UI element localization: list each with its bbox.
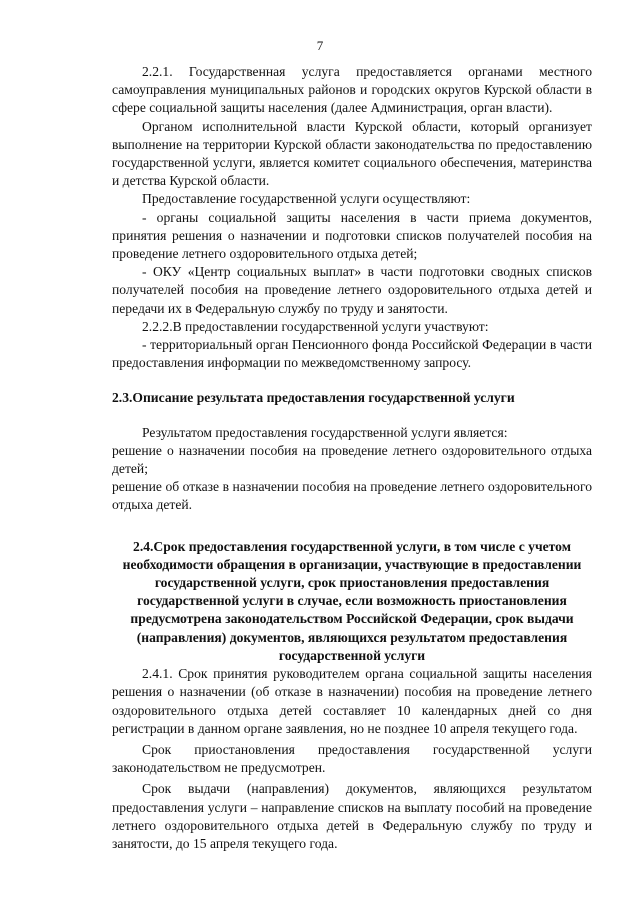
list-item-payment-center: - ОКУ «Центр социальных выплат» в части подготовки сводных списков получателей пособия на проведение летнего оздоровительного отдыха детей и передачи их в Федеральную службу по труду и занятости. [112,264,592,316]
paragraph-2-2-1: 2.2.1. Государственная услуга предоставляется органами местного самоуправления муниципальных районов и городских округов Курской области в сфере социальной защиты населения (далее Администрация, орган власти). [112,64,592,116]
document-body [112,63,592,853]
paragraph-providers-intro: Предоставление государственной услуги осуществляют: [142,191,471,207]
section-heading-2-4: 2.4.Срок предоставления государственной услуги, в том числе с учетом необходимости обращения в организации, участвующие в предоставлении государственной услуги, срок приостановления предоставления государственной услуги в случае, если возможность приостановления предусмотрена законодательством Российской Федерации, срок выдачи (направления) документов, являющихся результатом предоставления государственной услуги [122,538,582,663]
page-number: 7 [316,38,324,53]
section-heading-2-3: 2.3.Описание результата предоставления государственной услуги [112,390,515,406]
paragraph-2-2-2: 2.2.2.В предоставлении государственной услуги участвуют: [142,318,489,334]
paragraph-issue-term: Срок выдачи (направления) документов, являющихся результатом предоставления услуги – направление списков на выплату пособий на проведение летнего оздоровительного отдыха детей в Федеральную службу по труду и занятости, до 15 апреля текущего года. [112,781,592,851]
list-item-pension-fund: - территориальный орган Пенсионного фонда Российской Федерации в части предоставления информации по межведомственному запросу. [112,337,592,371]
paragraph-2-4-1: 2.4.1. Срок принятия руководителем органа социальной защиты населения решения о назначении (об отказе в назначении) пособия на проведение летнего оздоровительного отдыха детей составляет 10 календарных дней со дня регистрации в данном органе заявления, но не позднее 10 апреля текущего года. [112,666,592,736]
paragraph-result-intro: Результатом предоставления государственной услуги является: [142,424,508,440]
paragraph-result-approval: решение о назначении пособия на проведение летнего оздоровительного отдыха детей; [112,442,592,477]
list-item-social-protection: - органы социальной защиты населения в части приема документов, принятия решения о назначении и подготовки списков получателей пособия на проведение летнего оздоровительного отдыха детей; [112,209,592,262]
paragraph-executive-authority: Органом исполнительной власти Курской области, который организует выполнение на территории Курской области законодательства по предоставлению государственной услуги, является комитет социального обеспечения, материнства и детства Курской области. [112,118,592,189]
paragraph-result-refusal: решение об отказе в назначении пособия на проведение летнего оздоровительного отдыха детей. [112,479,592,513]
paragraph-suspension-term: Срок приостановления предоставления государственной услуги законодательством не предусмотрен. [112,741,592,776]
